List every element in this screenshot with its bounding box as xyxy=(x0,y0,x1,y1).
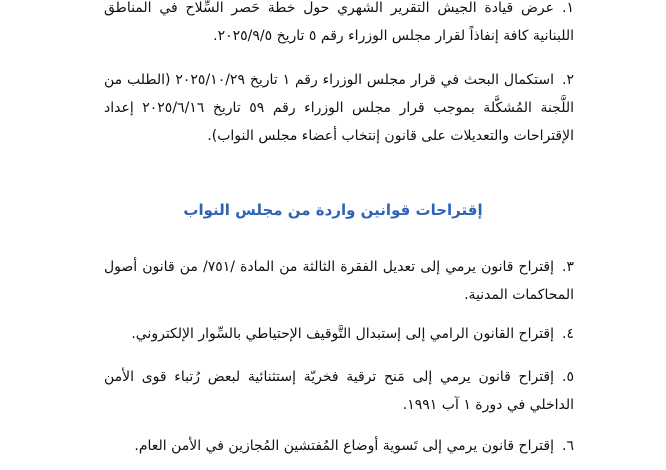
item-text: استكمال البحث في قرار مجلس الوزراء رقم ١ تاريخ ٢٠٢٥/١٠/٢٩ (الطلب من اللَّجنة المُشكَّلة بموجب قرار مجلس الوزراء رقم ٥٩ تاريخ ٢٠٢٥/٦/١٦ إعداد الإقتراحات والتعديلات على قانون إنتخاب أعضاء مجلس النواب). xyxy=(104,72,575,144)
item-number: ٥. xyxy=(562,369,574,385)
agenda-item-2 xyxy=(104,66,574,150)
agenda-item-6 xyxy=(104,432,574,460)
item-number: ١. xyxy=(562,0,574,16)
section-heading: إقتراحات قوانين واردة من مجلس النواب xyxy=(183,201,483,219)
agenda-item-4 xyxy=(104,320,574,348)
agenda-item-3 xyxy=(104,253,574,309)
item-text: إقتراح قانون يرمي إلى تعديل الفقرة الثالثة من المادة /٧٥١/ من قانون أصول المحاكمات المدنية. xyxy=(104,259,574,303)
item-number: ٦. xyxy=(562,438,574,454)
item-text: إقتراح القانون الرامي إلى إستبدال التَّوقيف الإحتياطي بالسِّوار الإلكتروني. xyxy=(131,326,554,342)
agenda-item-5 xyxy=(104,363,574,419)
agenda-item-1 xyxy=(104,0,574,50)
item-text: إقتراح قانون يرمي إلى مَنح ترقية فخريّة إستثنائية لبعض رُتباء قوى الأمن الداخلي في دورة ١ آب ١٩٩١. xyxy=(104,369,574,413)
item-number: ٢. xyxy=(562,72,575,88)
item-text: عرض قيادة الجيش التقرير الشهري حول خطة حَصر السِّلاح في المناطق اللبنانية كافة إنفاذاً لقرار مجلس الوزراء رقم ٥ تاريخ ٢٠٢٥/٩/٥. xyxy=(104,0,574,44)
item-number: ٣. xyxy=(562,259,574,275)
item-number: ٤. xyxy=(562,326,574,342)
item-text: إقتراح قانون يرمي إلى تَسوية أوضاع المُفتشين المُجازين في الأمن العام. xyxy=(134,438,554,454)
